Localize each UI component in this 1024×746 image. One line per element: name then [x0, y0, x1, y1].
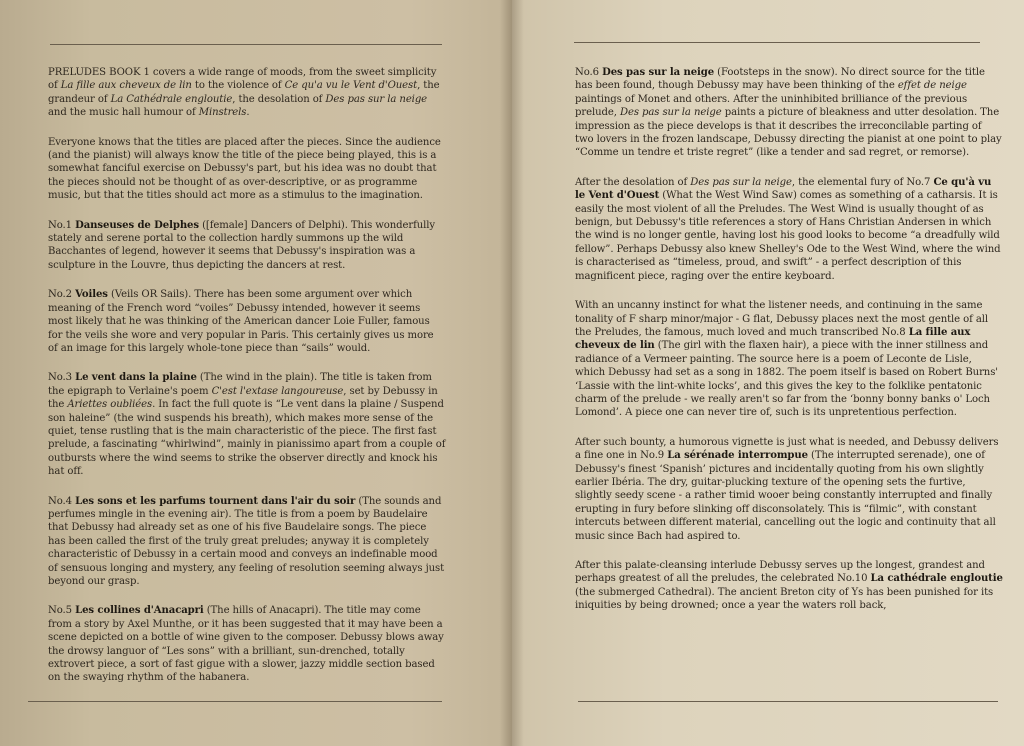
top-rule: [574, 42, 980, 43]
prelude-title: La cathédrale engloutie: [870, 573, 1003, 585]
text-run: to the violence of: [191, 80, 285, 92]
paragraph-titles: [48, 136, 446, 203]
italic-title: effet de neige: [897, 80, 967, 92]
text-run: (What the West Wind Saw) comes as something of a catharsis. It is easily the most violent of all the Preludes. The West Wind is usually thought of as benign, but Debussy's title references a story of Hans Christian Andersen in which the wind is no longer gentle, having lost his good looks to become “a dreadfully wild fellow”. Perhaps Debussy also knew Shelley's Ode to the West Wind, where the wind is characterised as “timeless, proud, and swift” - a perfect description of this magnificent piece, raging over the entire keyboard.: [575, 190, 1001, 282]
prelude-title: Voiles: [75, 289, 108, 301]
prelude-title: Des pas sur la neige: [602, 67, 715, 78]
text-run: , the elemental fury of No.7: [791, 176, 934, 188]
paragraph-no4: [48, 495, 446, 589]
bottom-rule: [578, 701, 998, 702]
paragraph-no1: [48, 219, 446, 273]
paragraph-no8: [575, 299, 1003, 420]
prelude-title: La fille aux cheveux de lin: [575, 326, 971, 352]
text-run: (Footsteps in the snow). No direct source for the title has been found, though Debussy may have been thinking of the: [575, 67, 985, 92]
italic-title: Des pas sur la neige: [690, 176, 792, 188]
text-run: , set by Debussy in the: [48, 385, 438, 411]
paragraph-no9: [575, 436, 1003, 543]
text-run: , the grandeur of: [48, 80, 440, 105]
text-run: After this palate-cleansing interlude Debussy serves up the longest, grandest and perhaps greatest of all the preludes, the celebrated No.10: [575, 560, 985, 585]
prelude-title: Les collines d'Anacapri: [75, 605, 204, 617]
text-run: .: [246, 107, 250, 119]
top-rule: [50, 44, 442, 45]
bottom-rule: [28, 701, 442, 702]
paragraph-no6: [575, 66, 1003, 160]
text-run: ([female] Dancers of Delphi). This wonderfully stately and serene portal to the collection hardly summons up the wild Bacchantes of legend, however it seems that Debussy's inspiration was a sculpture in the Louvre, thus depicting the dancers at rest.: [48, 219, 436, 271]
book-gutter: [500, 0, 524, 746]
paragraph-no5: [48, 604, 446, 684]
prelude-title: Le vent dans la plaine: [75, 372, 197, 384]
prelude-title: La sérénade interrompue: [667, 450, 808, 462]
text-run: No.5: [48, 605, 76, 617]
text-run: No.2: [48, 289, 76, 301]
text-run: paintings of Monet and others. After the uninhibited brilliance of the previous prelude,: [575, 93, 968, 119]
text-run: (Veils OR Sails). There has been some argument over which meaning of the French word “voiles” Debussy intended, however it seems most likely that he was thinking of the American dancer Loie Fuller, famous for the veils she wore and very popular in Paris. This certainly gives us more of an image for this largely whole-tone piece than “sails” would.: [48, 289, 434, 354]
italic-title: C'est l'extase langoureuse: [211, 385, 344, 397]
text-run: (The wind in the plain). The title is taken from the epigraph to Verlaine's poem: [48, 372, 432, 397]
paragraph-no3: [48, 371, 446, 478]
italic-title: Ce qu'a vu le Vent d'Ouest: [284, 80, 418, 92]
text-run: (The hills of Anacapri). The title may come from a story by Axel Munthe, or it has been suggested that it may have been a scene depicted on a bottle of wine given to the composer. Debussy blows away the drowsy languor of “Les sons” with a brilliant, sun-drenched, totally extrovert piece, a sort of fast gigue with a slower, jazzy middle section based on the swaying rhythm of the habanera.: [48, 605, 444, 684]
right-column: [575, 66, 1003, 629]
paragraph-no10: [575, 559, 1003, 613]
text-run: No.4: [48, 495, 76, 507]
italic-title: La Cathédrale engloutie: [110, 93, 233, 105]
text-run: (The sounds and perfumes mingle in the evening air). The title is from a poem by Baudelaire that Debussy had already set as one of his five Baudelaire songs. The piece has been called the first of the truly great preludes; anyway it is completely characteristic of Debussy in a certain mood and conveys an indefinable mood of sensuous longing and mystery, any feeling of resolution seeming always just beyond our grasp.: [48, 495, 445, 587]
text-run: PRELUDES BOOK 1 covers a wide range of moods, from the sweet simplicity of: [48, 67, 437, 92]
italic-title: La fille aux cheveux de lin: [60, 80, 192, 92]
text-run: (the submerged Cathedral). The ancient Breton city of Ys has been punished for its iniquities by being drowned; once a year the waters roll back,: [575, 586, 994, 612]
text-run: After such bounty, a humorous vignette is just what is needed, and Debussy delivers a fine one in No.9: [575, 436, 999, 462]
text-run: (The girl with the flaxen hair), a piece with the inner stillness and radiance of a Vermeer painting. The source here is a poem of Leconte de Lisle, which Debussy had set as a song in 1882. The poem itself is based on Robert Burns' ‘Lassie with the lint-white locks’, and this gives the key to the folklike pentatonic charm of the prelude - we really aren't so far from the ‘bonny bonny banks o' Loch Lomond’. A piece one can never tire of, such is its unpretentious perfection.: [575, 340, 998, 419]
text-run: paints a picture of bleakness and utter desolation. The impression as the piece develops is that it describes the irreconcilable parting of two lovers in the frozen landscape, Debussy directing the pianist at one point to play “Comme un tendre et triste regret” (like a tender and sad regret, or remorse).: [575, 107, 1002, 159]
italic-title: Des pas sur la neige: [325, 93, 428, 105]
text-run: No.3: [48, 372, 76, 384]
text-run: No.1: [48, 219, 76, 231]
prelude-title: Ce qu'à vu le Vent d'Ouest: [575, 176, 992, 202]
right-page: [512, 0, 1024, 746]
text-run: After the desolation of: [575, 176, 691, 188]
italic-title: Minstrels: [198, 107, 247, 119]
paragraph-no7: [575, 176, 1003, 283]
paragraph-no2: [48, 288, 446, 355]
prelude-title: Danseuses de Delphes: [75, 219, 199, 231]
text-run: . In fact the full quote is “Le vent dans la plaine / Suspend son haleine” (the wind suspends his breath), which makes more sense of the quiet, tense rustling that is the main characteristic of the piece. The first fast prelude, a fascinating “whirlwind”, mainly in pianissimo apart from a couple of outbursts where the wind seems to strike the observer directly and knock his hat off.: [48, 399, 446, 478]
text-run: Everyone knows that the titles are placed after the pieces. Since the audience (and the pianist) will always know the title of the piece being played, this is a somewhat fanciful exercise on Debussy's part, but his idea was no doubt that the pieces should not be thought of as over-descriptive, or as programme music, but that the titles should act more as a stimulus to the imagination.: [48, 136, 441, 202]
text-run: (The interrupted serenade), one of Debussy's finest ‘Spanish’ pictures and incidentally quoting from his own slightly earlier Ibéria. The dry, guitar-plucking texture of the opening sets the furtive, slightly seedy scene - a rather timid wooer being constantly interrupted and finally erupting in fury before slinking off disconsolately. This is “filmic”, with constant intercuts between different material, cancelling out the logic and continuity that all music since Bach had aspired to.: [575, 450, 996, 542]
text-run: With an uncanny instinct for what the listener needs, and continuing in the same tonality of F sharp minor/major - G flat, Debussy places next the most gentle of all the Preludes, the famous, much loved and much transcribed No.8: [575, 300, 989, 338]
italic-title: Des pas sur la neige: [619, 107, 722, 119]
text-run: No.6: [575, 67, 603, 78]
text-run: and the music hall humour of: [48, 107, 199, 119]
left-column: [48, 66, 446, 701]
paragraph-intro: [48, 66, 446, 120]
text-run: , the desolation of: [232, 93, 326, 105]
prelude-title: Les sons et les parfums tournent dans l'air du soir: [75, 495, 356, 507]
italic-title: Ariettes oubliées: [67, 399, 153, 411]
